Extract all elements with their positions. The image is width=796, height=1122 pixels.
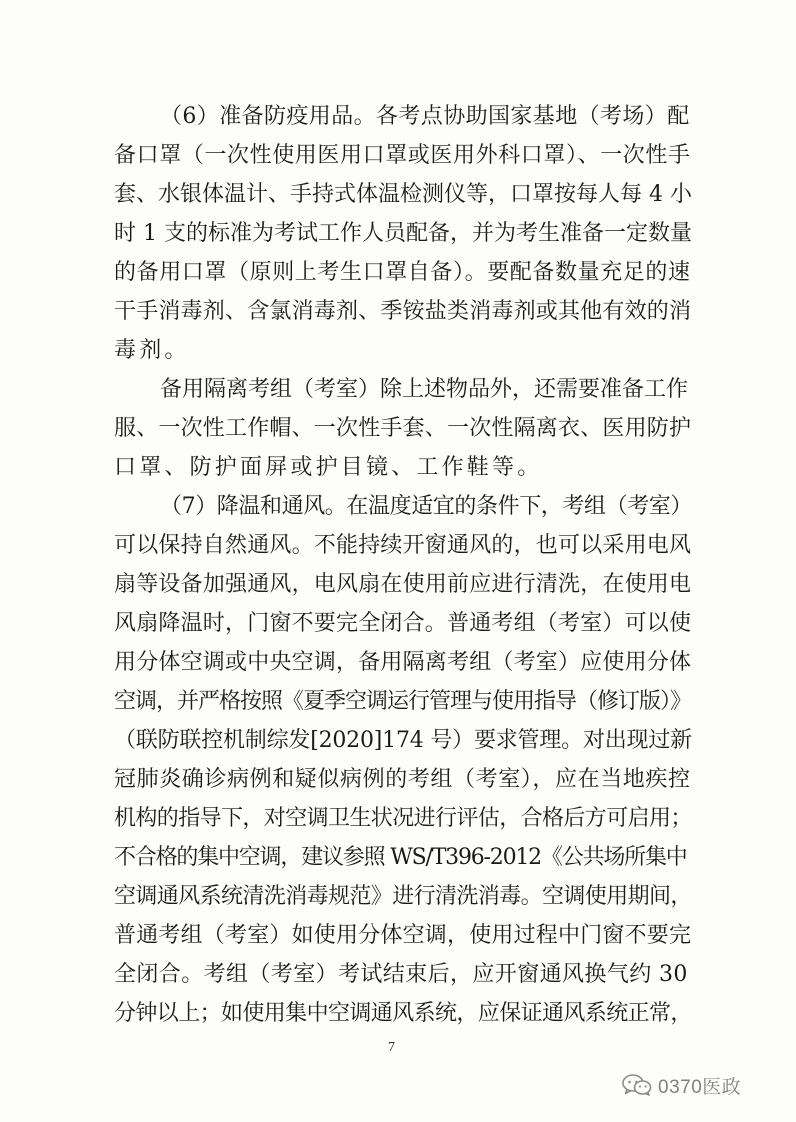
text-line: 普通考组（考室）如使用分体空调，使用过程中门窗不要完 [114,923,692,948]
text-line: 用分体空调或中央空调，备用隔离考组（考室）应使用分体 [114,650,692,675]
page-number: 7 [388,1040,395,1055]
wechat-icon [622,1074,652,1096]
text-line: （7）降温和通风。在温度适宜的条件下，考组（考室） [160,494,692,519]
text-line: 套、水银体温计、手持式体温检测仪等，口罩按每人每 4 小 [114,182,692,207]
text-line: 的备用口罩（原则上考生口罩自备）。要配备数量充足的速 [114,260,691,285]
text-line: 服、一次性工作帽、一次性手套、一次性隔离衣、医用防护 [114,416,692,441]
text-line: （联防联控机制综发[2020]174 号）要求管理。对出现过新 [114,728,692,753]
text-line: 可以保持自然通风。不能持续开窗通风的，也可以采用电风 [114,533,692,558]
text-line: 口罩、防护面屏或护目镜、工作鞋等。 [114,455,543,480]
text-line: 不合格的集中空调，建议参照 WS/T396-2012《公共场所集中 [114,845,687,870]
text-line: 机构的指导下，对空调卫生状况进行评估，合格后方可启用； [114,806,692,831]
text-line: 干手消毒剂、含氯消毒剂、季铵盐类消毒剂或其他有效的消 [114,299,692,324]
watermark-text: 0370医政 [658,1076,742,1098]
text-line: （6）准备防疫用品。各考点协助国家基地（考场）配 [160,104,690,129]
text-line: 空调通风系统清洗消毒规范》进行清洗消毒。空调使用期间， [114,884,692,909]
text-line: 风扇降温时，门窗不要完全闭合。普通考组（考室）可以使 [114,611,692,636]
text-line: 全闭合。考组（考室）考试结束后，应开窗通风换气约 30 [114,962,688,987]
text-line: 时 1 支的标准为考试工作人员配备，并为考生准备一定数量 [114,221,692,246]
text-line: 备口罩（一次性使用医用口罩或医用外科口罩）、一次性手 [114,143,691,168]
text-line: 扇等设备加强通风，电风扇在使用前应进行清洗，在使用电 [114,572,692,597]
text-line: 冠肺炎确诊病例和疑似病例的考组（考室），应在当地疾控 [114,767,691,792]
text-line: 毒剂。 [114,338,190,363]
text-line: 备用隔离考组（考室）除上述物品外，还需要准备工作 [160,377,689,402]
text-line: 分钟以上；如使用集中空调通风系统，应保证通风系统正常， [114,1001,692,1026]
watermark [622,1070,741,1100]
text-line: 空调，并严格按照《夏季空调运行管理与使用指导（修订版）》 [114,689,692,714]
